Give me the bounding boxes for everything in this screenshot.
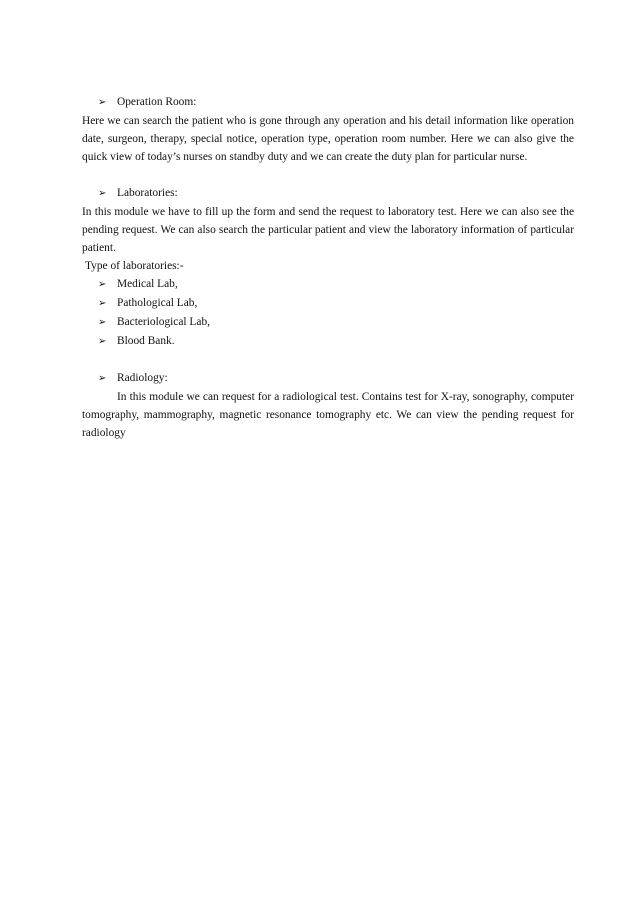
list-item: ➢ Bacteriological Lab, xyxy=(82,313,574,332)
section-body-laboratories: In this module we have to fill up the form and send the request to laboratory test. Here we can also see the pending request. We can also search the particular patient and view the laboratory information of particular patient. xyxy=(82,206,574,254)
arrow-bullet-icon: ➢ xyxy=(98,279,107,290)
laboratory-types-title: Type of laboratories:- xyxy=(85,260,184,272)
arrow-bullet-icon: ➢ xyxy=(98,298,107,309)
list-item: ➢ Blood Bank. xyxy=(82,332,574,351)
arrow-bullet-icon: ➢ xyxy=(98,373,107,384)
section-body-radiology: In this module we can request for a radiological test. Contains test for X-ray, sonography, computer tomography, mammography, magnetic resonance tomography etc. We can view the pending request for radiology xyxy=(82,391,574,439)
document-content xyxy=(82,93,574,442)
list-item: ➢ Pathological Lab, xyxy=(82,294,574,313)
section-heading-operation-room: ➢ Operation Room: xyxy=(82,93,574,112)
arrow-bullet-icon: ➢ xyxy=(98,188,107,199)
arrow-bullet-icon: ➢ xyxy=(98,97,107,108)
section-heading-laboratories: ➢ Laboratories: xyxy=(82,184,574,203)
section-body-operation-room: Here we can search the patient who is gone through any operation and his detail information like operation date, surgeon, therapy, special notice, operation type, operation room number. Here we can also give the quick view of today’s nurses on standby duty and we can create the duty plan for particular nurse. xyxy=(82,115,574,163)
arrow-bullet-icon: ➢ xyxy=(98,336,107,347)
section-heading-radiology: ➢ Radiology: xyxy=(82,369,574,388)
list-item: ➢ Medical Lab, xyxy=(82,275,574,294)
arrow-bullet-icon: ➢ xyxy=(98,317,107,328)
laboratory-types-list xyxy=(82,275,574,351)
